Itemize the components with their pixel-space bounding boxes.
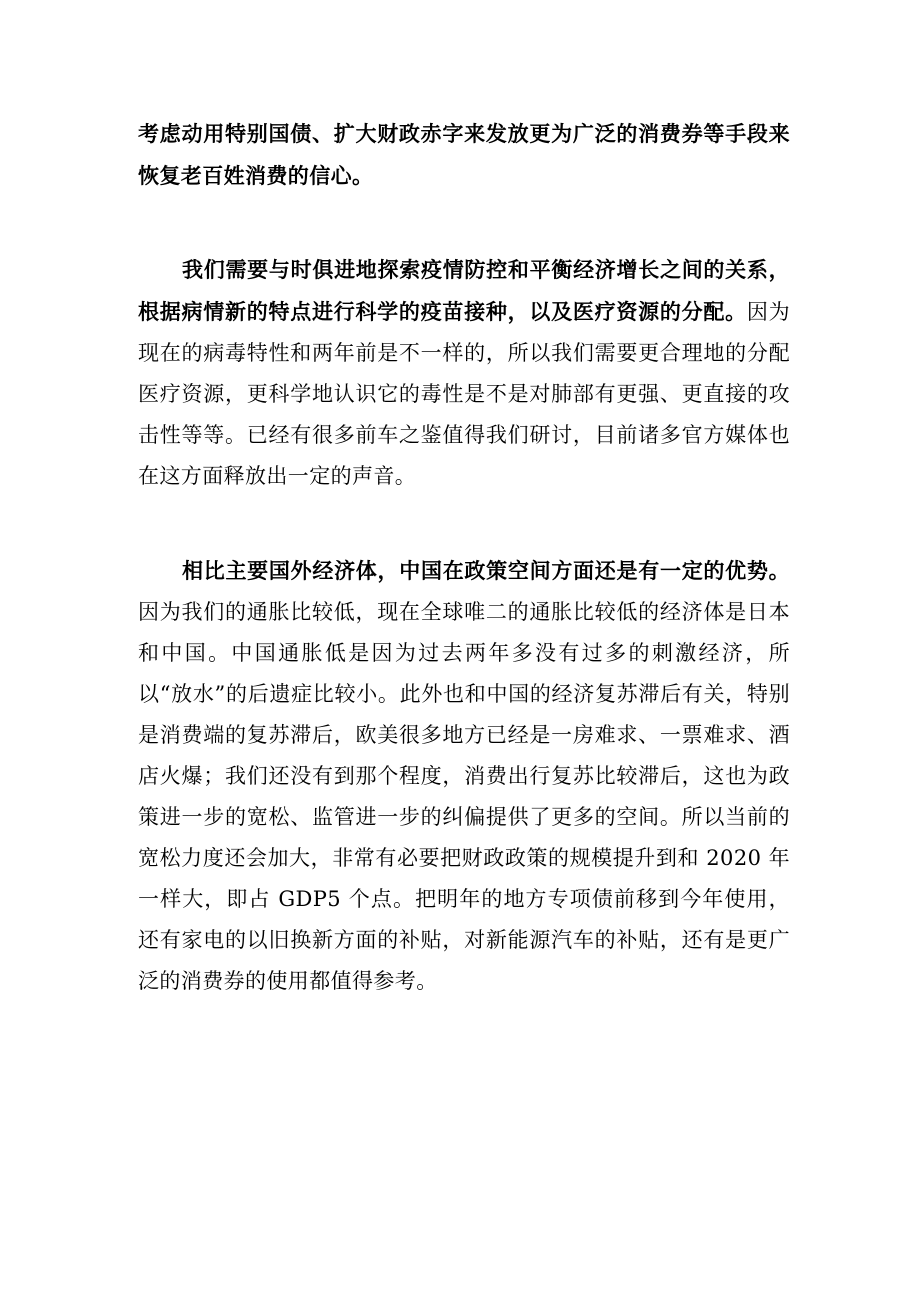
paragraph-3 xyxy=(138,550,790,1002)
paragraph-2-text: 因为现在的病毒特性和两年前是不一样的，所以我们需要更合理地的分配医疗资源，更科学地认识它的毒性是不是对肺部有更强、更直接的攻击性等等。已经有很多前车之鉴值得我们研讨，目前诸多官方媒体也在这方面释放出一定的声音。 xyxy=(138,300,790,488)
paragraph-spacer xyxy=(138,497,790,550)
paragraph-1 xyxy=(138,113,790,197)
paragraph-1-bold: 考虑动用特别国债、扩大财政赤字来发放更为广泛的消费券等手段来恢复老百姓消费的信心。 xyxy=(138,121,790,188)
paragraph-spacer xyxy=(138,197,790,249)
document-body xyxy=(138,113,790,1002)
paragraph-2 xyxy=(138,249,790,497)
paragraph-2-bold: 我们需要与时俱进地探索疫情防控和平衡经济增长之间的关系，根据病情新的特点进行科学的疫苗接种，以及医疗资源的分配。 xyxy=(138,257,790,324)
paragraph-3-bold: 相比主要国外经济体，中国在政策空间方面还是有一定的优势。 xyxy=(182,558,790,583)
paragraph-3-text: 因为我们的通胀比较低，现在全球唯二的通胀比较低的经济体是日本和中国。中国通胀低是因为过去两年多没有过多的刺激经济，所以“放水”的后遗症比较小。此外也和中国的经济复苏滞后有关，特别是消费端的复苏滞后，欧美很多地方已经是一房难求、一票难求、酒店火爆；我们还没有到那个程度，消费出行复苏比较滞后，这也为政策进一步的宽松、监管进一步的纠偏提供了更多的空间。所以当前的宽松力度还会加大，非常有必要把财政政策的规模提升到和 2020 年一样大，即占 GDP5 个点。把明年的地方专项债前移到今年使用，还有家电的以旧换新方面的补贴，对新能源汽车的补贴，还有是更广泛的消费券的使用都值得参考。 xyxy=(138,600,790,993)
